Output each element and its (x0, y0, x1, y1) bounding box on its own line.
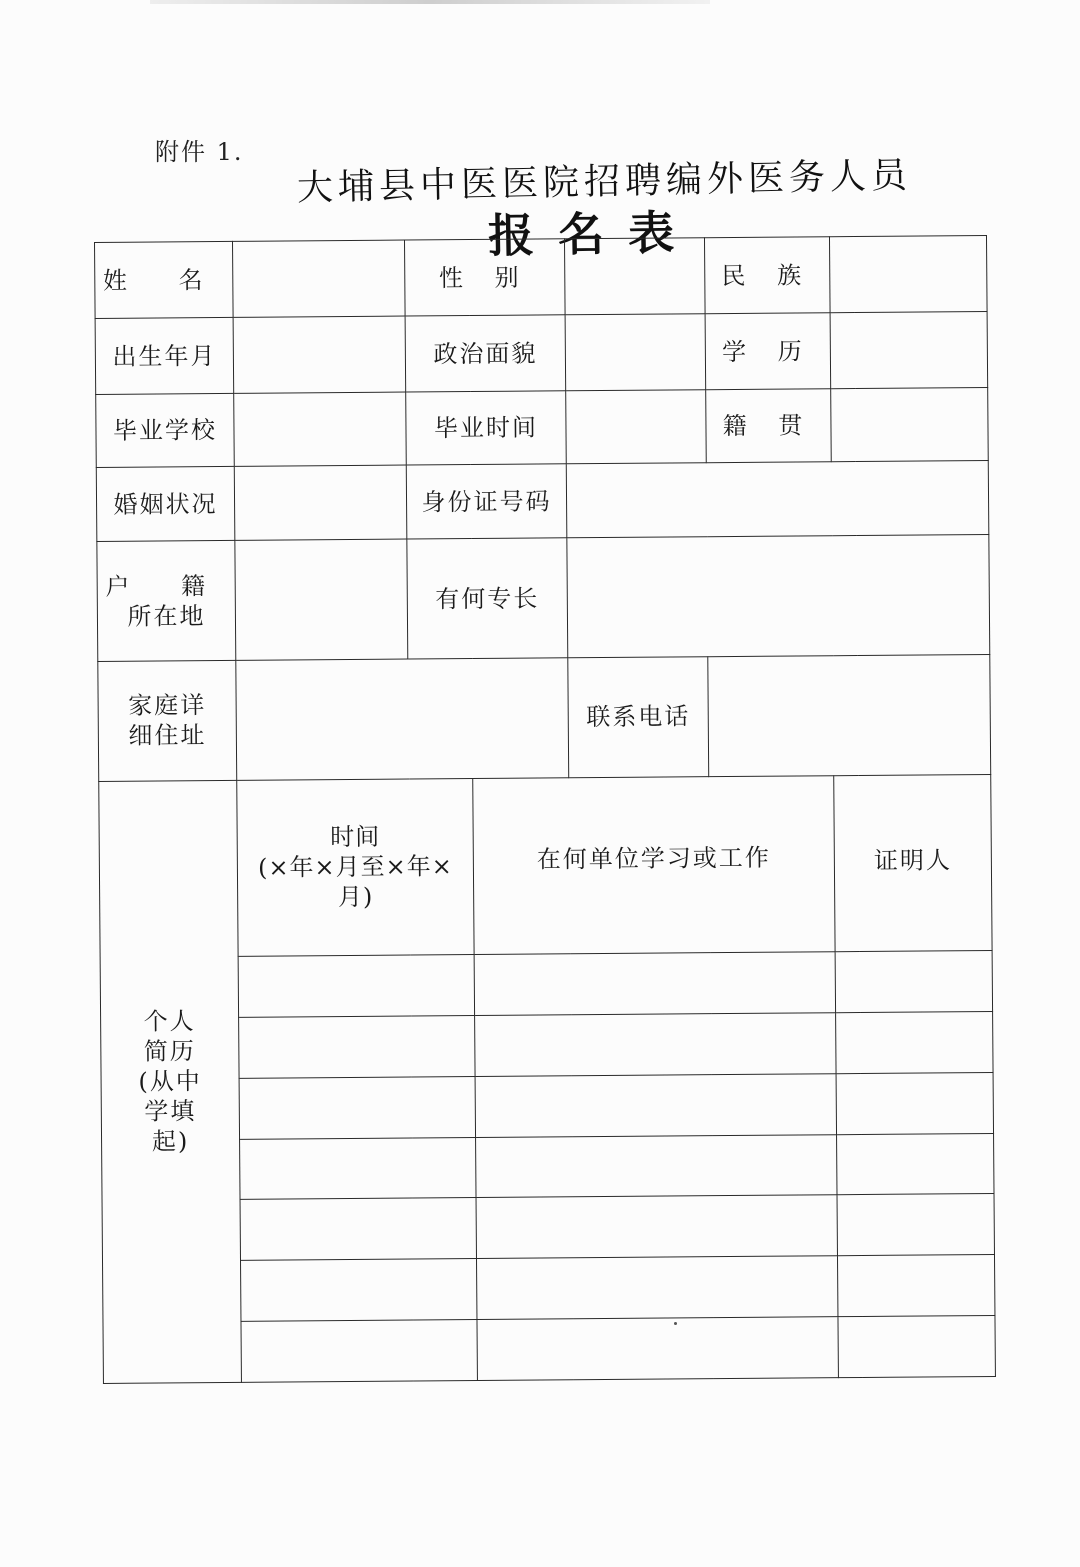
resume-witness-cell[interactable] (836, 1011, 993, 1073)
specialty-label: 有何专长 (407, 538, 568, 659)
resume-time-cell[interactable] (240, 1198, 476, 1261)
resume-label-line: 学填 (144, 1097, 197, 1126)
resume-time-cell[interactable] (241, 1320, 477, 1383)
resume-time-cell[interactable] (239, 1076, 475, 1139)
gender-field[interactable] (565, 238, 706, 315)
resume-org-cell[interactable] (476, 1134, 837, 1198)
household-label-line2: 所在地 (127, 601, 206, 631)
native-place-field[interactable] (831, 388, 989, 462)
org-header: 在何单位学习或工作 (473, 775, 835, 954)
registration-form (94, 235, 995, 1384)
form-subtitle: 报名表 (487, 205, 699, 263)
ethnicity-field[interactable] (829, 235, 987, 312)
scan-artifact (150, 0, 710, 4)
name-field[interactable] (232, 240, 405, 317)
row-household (97, 535, 990, 662)
school-field[interactable] (234, 392, 407, 466)
marital-field[interactable] (234, 465, 407, 540)
political-field[interactable] (565, 314, 706, 391)
time-header-line: 月) (337, 883, 374, 912)
resume-witness-cell[interactable] (837, 1133, 994, 1195)
phone-label: 联系电话 (568, 657, 709, 778)
resume-label-line: 简历 (143, 1037, 196, 1066)
resume-witness-cell[interactable] (838, 1255, 995, 1317)
resume-org-cell[interactable] (474, 952, 835, 1016)
education-field[interactable] (830, 312, 988, 389)
time-header-line: (×年×月至×年× (257, 852, 453, 882)
resume-witness-cell[interactable] (838, 1316, 995, 1378)
row-address (98, 654, 991, 781)
resume-witness-cell[interactable] (836, 1072, 993, 1134)
resume-witness-cell[interactable] (837, 1194, 994, 1256)
household-label-line1: 户 籍 (105, 571, 228, 601)
address-field[interactable] (236, 658, 569, 780)
address-label-line1: 家庭详 (128, 691, 207, 720)
resume-time-cell[interactable] (241, 1259, 477, 1322)
household-label (97, 541, 236, 662)
resume-header-row (99, 774, 992, 957)
ethnicity-label: 民 族 (705, 237, 831, 314)
resume-org-cell[interactable] (475, 1073, 836, 1137)
gender-label: 性 别 (404, 239, 565, 316)
id-label: 身份证号码 (406, 464, 567, 539)
resume-org-cell[interactable] (475, 1013, 836, 1077)
witness-header: 证明人 (834, 774, 992, 952)
scan-speck (674, 1322, 677, 1325)
time-header-line: 时间 (330, 823, 381, 852)
row-school (96, 388, 989, 468)
address-label-line2: 细住址 (128, 721, 207, 750)
grad-time-label: 毕业时间 (406, 391, 567, 465)
resume-label-line: 个人 (143, 1007, 196, 1036)
native-place-label: 籍 贯 (706, 389, 832, 463)
resume-time-cell[interactable] (240, 1137, 476, 1200)
resume-time-cell[interactable] (238, 955, 474, 1018)
form-title: 大埔县中医医院招聘编外医务人员 (296, 155, 913, 209)
phone-field[interactable] (708, 654, 991, 776)
name-label: 姓 名 (95, 241, 234, 318)
resume-org-cell[interactable] (477, 1317, 838, 1381)
household-field[interactable] (235, 539, 408, 660)
resume-label-line: 起) (151, 1127, 190, 1156)
marital-label: 婚姻状况 (96, 467, 235, 542)
resume-org-cell[interactable] (476, 1195, 837, 1259)
resume-time-cell[interactable] (239, 1015, 475, 1078)
resume-label-line: (从中 (138, 1067, 202, 1096)
id-field[interactable] (566, 461, 989, 538)
row-name (95, 235, 988, 318)
birth-label: 出生年月 (95, 317, 234, 394)
resume-witness-cell[interactable] (835, 950, 992, 1012)
specialty-field[interactable] (567, 535, 990, 658)
school-label: 毕业学校 (96, 394, 235, 468)
registration-table (94, 235, 996, 1384)
resume-label (99, 780, 242, 1384)
row-marital (96, 461, 989, 542)
resume-org-cell[interactable] (476, 1256, 837, 1320)
attachment-label: 附件 1. (155, 138, 244, 166)
political-label: 政治面貌 (405, 315, 566, 392)
time-header (237, 778, 474, 956)
education-label: 学 历 (705, 313, 831, 390)
birth-field[interactable] (233, 316, 406, 393)
row-birth (95, 312, 988, 395)
address-label (98, 660, 237, 781)
grad-time-field[interactable] (566, 390, 707, 464)
